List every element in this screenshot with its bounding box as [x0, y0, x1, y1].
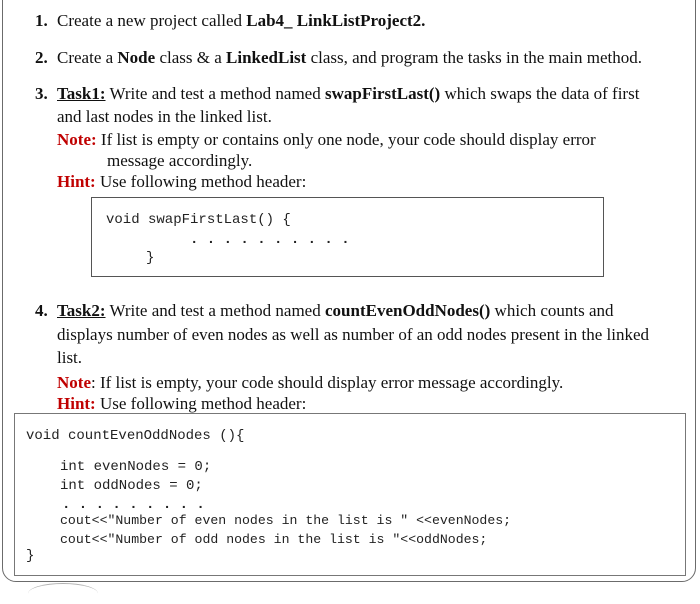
task2-hint: Hint: Use following method header: — [57, 394, 307, 413]
swap-method-name: swapFirstLast() — [324, 84, 441, 103]
task2-hint-label: Hint: — [57, 394, 96, 413]
task2-code-close: } — [26, 548, 35, 564]
task1-code-header: void swapFirstLast() { — [106, 212, 291, 228]
task2-line1: Task2: Write and test a method named countEvenOddNodes() which counts and — [57, 301, 614, 320]
item-3-number: 3. — [35, 84, 48, 103]
item-1-text: Create a new project called Lab4_ LinkListProject2. — [57, 11, 426, 30]
task2-line3: list. — [57, 348, 83, 367]
task1-code-dots: . . . . . . . . . . — [190, 232, 350, 248]
task1-note: Note: If list is empty or contains only one node, your code should display error — [57, 130, 596, 149]
task1-code-close: } — [146, 250, 155, 266]
task2-note-label: Note — [57, 373, 91, 392]
decorative-arc — [28, 583, 98, 604]
task1-label: Task1: — [57, 84, 106, 103]
task2-odd-decl: int oddNodes = 0; — [60, 478, 203, 494]
task1-note-label: Note: — [57, 130, 97, 149]
task2-line2: displays number of even nodes as well as number of an odd nodes present in the linked — [57, 325, 650, 344]
item-4-number: 4. — [35, 301, 48, 320]
task2-note: Note: If list is empty, your code should display error message accordingly. — [57, 373, 564, 392]
task1-hint-label: Hint: — [57, 172, 96, 191]
task1-line2: and last nodes in the linked list. — [57, 107, 272, 126]
item-1-number: 1. — [35, 11, 48, 30]
task2-code-dots: . . . . . . . . . — [62, 497, 205, 513]
task1-note-cont: message accordingly. — [107, 151, 253, 170]
task2-cout-odd: cout<<"Number of odd nodes in the list is "<<oddNodes; — [60, 532, 488, 547]
task2-even-decl: int evenNodes = 0; — [60, 459, 212, 475]
task1-line1: Task1: Write and test a method named swapFirstLast() which swaps the data of first — [57, 84, 640, 103]
count-method-name: countEvenOddNodes() — [324, 301, 491, 320]
item-2-text: Create a Node class & a LinkedList class, and program the tasks in the main method. — [57, 48, 643, 67]
item-2-number: 2. — [35, 48, 48, 67]
task1-hint: Hint: Use following method header: — [57, 172, 307, 191]
task2-cout-even: cout<<"Number of even nodes in the list is " <<evenNodes; — [60, 513, 512, 528]
task2-label: Task2: — [57, 301, 106, 320]
task2-code-header: void countEvenOddNodes (){ — [26, 428, 245, 444]
